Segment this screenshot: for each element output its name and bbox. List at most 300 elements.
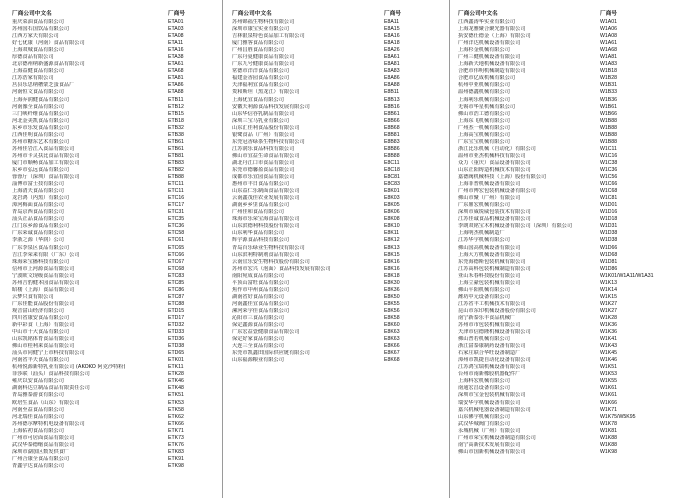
list-item <box>12 132 212 139</box>
vendor-code: ETC85 <box>168 279 185 286</box>
vendor-code: W1A81 <box>600 54 618 61</box>
vendor-code: W1B18 <box>600 68 618 75</box>
list-item <box>458 336 668 343</box>
company-name: 好七优康（河南）食品有限公司 <box>12 40 85 47</box>
company-name: 河北金美凯食品有限公司 <box>12 117 70 124</box>
vendor-code: E8B16 <box>384 103 400 110</box>
list-item <box>12 414 212 421</box>
vendor-code: ETA01 <box>168 19 184 25</box>
list-item <box>458 449 668 456</box>
list-item <box>232 294 442 301</box>
list-item <box>12 245 212 252</box>
vendor-code: ETK62 <box>168 413 184 420</box>
company-name: 江西佳明食品有限公司 <box>12 131 64 138</box>
company-name: 福建金香园食品有限公司 <box>232 75 290 82</box>
vendor-code: ETA68 <box>168 68 184 75</box>
company-name: 苏州锦福生物科技有限公司 <box>232 19 295 25</box>
list-item <box>458 343 668 350</box>
list-item <box>12 181 212 188</box>
list-item <box>458 153 668 160</box>
list-item <box>458 400 668 407</box>
vendor-code: W1K81 <box>600 427 618 434</box>
vendor-code: E8K66 <box>384 343 400 350</box>
list-item <box>458 378 668 385</box>
list-item <box>12 118 212 125</box>
column-divider <box>222 0 223 498</box>
company-name: 昆山市东印机械设备股份有限公司 <box>458 307 536 314</box>
list-item <box>12 139 212 146</box>
list-item <box>232 104 442 111</box>
company-list <box>458 19 668 456</box>
vendor-code: ETB18 <box>168 117 184 124</box>
vendor-code: E8C83 <box>384 181 400 188</box>
company-name: 苏州德尔摩特机电设备有限公司 <box>12 420 85 427</box>
vendor-code: E8B66 <box>384 117 400 124</box>
list-item <box>232 111 442 118</box>
company-name: 湖北丹江口市食品有限公司 <box>232 159 295 166</box>
list-item <box>458 167 668 174</box>
vendor-code: E8B61 <box>384 110 400 117</box>
list-item <box>232 132 442 139</box>
company-name: 广东宏益壹健康食品有限公司 <box>232 329 300 336</box>
vendor-code: W1K61 <box>600 385 618 392</box>
vendor-code: E8B83 <box>384 138 400 145</box>
company-name: 东莞市凯鑫田国际供应链有限公司 <box>232 350 310 357</box>
company-name: 上海益健食品有限公司 <box>12 68 64 75</box>
list-item <box>12 104 212 111</box>
column-divider <box>449 0 450 498</box>
company-name: 宁波欧文现级食品有限公司 <box>12 272 75 279</box>
vendor-code: E8A16 <box>384 33 400 40</box>
column-header <box>12 10 212 19</box>
list-item <box>458 82 668 89</box>
list-item <box>232 139 442 146</box>
list-item <box>12 421 212 428</box>
vendor-code: ETA16 <box>168 47 184 54</box>
list-item <box>458 371 668 378</box>
list-item <box>12 456 212 463</box>
vendor-code: ETK73 <box>168 434 184 441</box>
company-name: 成都市乐宜园食品有限公司 <box>232 174 295 181</box>
vendor-code: W1A61 <box>600 40 618 47</box>
vendor-code: E8A86 <box>384 75 400 82</box>
company-name: 上海高宝机械有限公司 <box>458 131 510 138</box>
company-name: 江苏佳诚食品机械设备有限公司 <box>458 216 531 223</box>
list-item <box>232 19 442 26</box>
vendor-code: ETC31 <box>168 209 185 216</box>
vendor-code: W1B88 <box>600 124 618 131</box>
company-name: 佛山市浩工德有限公司 <box>458 110 510 117</box>
company-name: 苏州市卡灵扶比食品有限公司 <box>12 152 80 159</box>
vendor-code: E8K08 <box>384 216 400 223</box>
company-name: 沁阳市三食品有限公司 <box>232 314 284 321</box>
company-name: 江苏浩家有限公司 <box>12 75 54 82</box>
company-name: 深圳市威锐威包装技术有限公司 <box>458 209 531 216</box>
company-name: 合肥市伟明机械制造有限公司 <box>458 68 526 75</box>
list-item <box>12 195 212 202</box>
vendor-code: E8K12 <box>384 237 400 244</box>
company-name: 河南恒文食品有限公司 <box>12 89 64 96</box>
company-name: 湖南省好食品有限公司 <box>232 293 284 300</box>
list-item <box>12 209 212 216</box>
vendor-code: ETD38 <box>168 343 185 350</box>
list-item <box>12 350 212 357</box>
company-name: 常德市洋洋食品有限公司 <box>232 68 290 75</box>
list-item <box>458 216 668 223</box>
company-name: 广州洋达机械设备有限公司 <box>458 40 521 47</box>
vendor-code: ETB32 <box>168 124 184 131</box>
vendor-code: E8B11 <box>384 89 400 96</box>
list-item <box>12 68 212 75</box>
list-item <box>12 280 212 287</box>
vendor-code: E8B86 <box>384 145 400 152</box>
company-name: 执安德仕德金（上海）有限公司 <box>458 33 531 40</box>
list-item <box>232 223 442 230</box>
vendor-code: W1C68 <box>600 188 618 195</box>
company-name: 莒县乐思纳槽蒙芝蛋食品厂 <box>12 82 75 89</box>
vendor-code: ETA03 <box>168 26 184 33</box>
list-item <box>232 188 442 195</box>
vendor-code: ETB11 <box>168 96 184 103</box>
vendor-code: ETD15 <box>168 307 185 314</box>
list-item <box>232 125 442 132</box>
list-item <box>458 280 668 287</box>
vendor-code: W1B31 <box>600 82 618 89</box>
list-item <box>12 167 212 174</box>
company-name: 上海大方机械设备有限公司 <box>458 251 521 258</box>
list-item <box>12 385 212 392</box>
list-item <box>458 68 668 75</box>
list-item <box>458 111 668 118</box>
company-name: 湖南乡乡里食品有限公司 <box>232 202 290 209</box>
company-name: 温州市亚杰机械科技有限公司 <box>458 152 526 159</box>
list-item <box>458 118 668 125</box>
list-item <box>12 230 212 237</box>
list-item <box>458 308 668 315</box>
column-3 <box>458 10 668 490</box>
company-name: 南通宏昌设备有限公司 <box>458 385 510 392</box>
company-name: 天津市信德隆机械设备有限公司 <box>458 329 531 336</box>
company-name: 上海利乐机械有限公司 <box>458 96 510 103</box>
vendor-code: ETD32 <box>168 322 185 329</box>
company-list <box>232 19 442 364</box>
vendor-code: W1C38 <box>600 159 618 166</box>
list-item <box>458 97 668 104</box>
vendor-code: E8K06 <box>384 209 400 216</box>
vendor-code: ETK28 <box>168 371 184 378</box>
company-name: 众力（重庆）食品设备有限公司 <box>458 159 531 166</box>
company-name: 李浙之源（华润）公司 <box>12 237 64 244</box>
vendor-code: E8K16 <box>384 258 400 265</box>
vendor-code: E8C11 <box>384 159 400 166</box>
list-item <box>458 357 668 364</box>
list-item <box>12 259 212 266</box>
vendor-code: W1K66 <box>600 399 618 406</box>
company-name: 上海优宜食品有限公司 <box>232 96 284 103</box>
company-name: 潍坊中元设备有限公司 <box>458 293 510 300</box>
list-item <box>232 54 442 61</box>
company-name: 保定好家食品有限公司 <box>232 336 284 343</box>
vendor-code: ETC83 <box>168 272 185 279</box>
company-name: 青岛雅泰游食有限公司 <box>12 392 64 399</box>
list-item <box>12 364 212 371</box>
vendor-code: W1D31 <box>600 223 618 230</box>
vendor-code: ETK76 <box>168 441 184 448</box>
vendor-code: W1B88 <box>600 131 618 138</box>
company-name: 佛山平阳机械有限公司 <box>458 286 510 293</box>
company-name: 上海明杰机械制造厂 <box>458 230 505 237</box>
vendor-code: W1K46 <box>600 357 618 364</box>
list-item <box>12 343 212 350</box>
vendor-code: ETC17 <box>168 202 185 209</box>
list-item <box>458 421 668 428</box>
list-item <box>232 329 442 336</box>
list-item <box>12 315 212 322</box>
vendor-code: W1K41 <box>600 336 618 343</box>
list-item <box>458 174 668 181</box>
list-item <box>232 280 442 287</box>
company-name: 雍庆以安食品有限公司 <box>12 378 64 385</box>
company-name: 重庆菜油食品有限公司 <box>12 19 64 25</box>
vendor-code: W1D66 <box>600 244 618 251</box>
list-item <box>12 125 212 132</box>
company-name: 山东滨德利科技股份有限公司 <box>232 223 300 230</box>
list-item <box>232 322 442 329</box>
vendor-code: E8A81 <box>384 61 400 68</box>
vendor-code: ETC65 <box>168 244 185 251</box>
header-code-label: 厂商号 <box>168 11 186 17</box>
vendor-code: W1K78 <box>600 420 618 427</box>
list-item <box>458 104 668 111</box>
list-item <box>232 75 442 82</box>
company-name: 上海双城食品有限公司 <box>12 47 64 54</box>
vendor-code: W1K98 <box>600 448 618 455</box>
list-item <box>12 146 212 153</box>
list-item <box>12 75 212 82</box>
header-name-label: 厂商公司中文名 <box>232 11 272 17</box>
company-name: 山东益仁乐制面食品有限公司 <box>232 188 300 195</box>
vendor-code: E8B88 <box>384 152 400 159</box>
list-item <box>458 442 668 449</box>
company-name: 台州市南新橡胶机器配件厂 <box>458 371 521 378</box>
list-item <box>12 54 212 61</box>
vendor-code: ETC87 <box>168 293 185 300</box>
vendor-code: W1D01 <box>600 202 618 209</box>
company-name: 山东凯铭体育食品有限公司 <box>12 336 75 343</box>
vendor-code: E8K16 <box>384 265 400 272</box>
vendor-code: ETK11 <box>168 364 184 371</box>
list-item <box>232 89 442 96</box>
column-header <box>458 10 668 19</box>
company-name: 青岛京西食品有限公司 <box>12 209 64 216</box>
company-name: 北京德州纳新盛源食品有限公司 <box>12 61 85 68</box>
vendor-code: ETA88 <box>168 89 184 96</box>
vendor-code: W1D18 <box>600 216 618 223</box>
list-item <box>12 287 212 294</box>
company-name: 惠州市丰日食品有限公司 <box>232 181 290 188</box>
list-item <box>12 329 212 336</box>
list-item <box>232 230 442 237</box>
list-item <box>12 97 212 104</box>
list-item <box>232 160 442 167</box>
company-name: 湖南科达豆制品食品有限责任公司 <box>12 385 90 392</box>
vendor-code: E8A61 <box>384 54 400 61</box>
list-item <box>458 33 668 40</box>
list-item <box>12 266 212 273</box>
vendor-code: W1K53 <box>600 371 618 378</box>
company-name: 云梦只食有限公司 <box>12 293 54 300</box>
vendor-code: ETC66 <box>168 251 185 258</box>
company-name: 佛山市聚（广州）有限公司 <box>458 195 521 202</box>
company-name: 江苏润乐食品科技有限公司 <box>232 145 295 152</box>
company-name: 山东佛宇机械有限公司 <box>458 413 510 420</box>
company-name: 江门东乡源食品有限公司 <box>12 223 70 230</box>
list-item <box>458 428 668 435</box>
company-name: 广东宝宝机械有限公司 <box>458 138 510 145</box>
column-header <box>232 10 442 19</box>
company-name: 东莞市德馨盈食品有限公司 <box>232 166 295 173</box>
list-item <box>232 237 442 244</box>
vendor-code: ETB83 <box>168 159 184 166</box>
company-name: 深圳市湖加区数发供食厂 <box>12 448 70 455</box>
vendor-code: E8K63 <box>384 336 400 343</box>
company-name: 广东鼎宏机械有限公司 <box>458 202 510 209</box>
vendor-code: W1C66 <box>600 181 618 188</box>
vendor-code: E8A88 <box>384 82 400 89</box>
vendor-code: W1C11 <box>600 145 617 152</box>
list-item <box>458 259 668 266</box>
company-name: 上海清天食品有限公司 <box>12 188 64 195</box>
company-name: 苏州市宏兴（泡面）食品科技发展有限公司 <box>232 265 331 272</box>
list-item <box>232 308 442 315</box>
company-name: 江西鑫涛华实业有限公司 <box>458 19 516 25</box>
company-name: 辉宇源食品科技有限公司 <box>232 237 290 244</box>
company-name: 河南鑫佳宜食品有限公司 <box>232 300 290 307</box>
vendor-code: W1B61 <box>600 103 618 110</box>
company-name: 广州佳和食品有限公司 <box>232 209 284 216</box>
company-name: 上海佑初食品有限公司 <box>12 427 64 434</box>
vendor-code: ETB82 <box>168 166 184 173</box>
company-name: 江西方家天有限公司 <box>12 33 59 40</box>
vendor-code: E8A26 <box>384 47 400 54</box>
list-item <box>458 245 668 252</box>
company-name: 深圳三宝马乳业有限公司 <box>232 117 290 124</box>
list-item <box>458 188 668 195</box>
vendor-code: E8K10 <box>384 223 400 230</box>
list-item <box>12 273 212 280</box>
vendor-code: ETC61 <box>168 237 185 244</box>
list-item <box>232 245 442 252</box>
vendor-code: E8B68 <box>384 124 400 131</box>
list-item <box>12 237 212 244</box>
company-name: 江苏鸿宝瑞机械设备有限公司 <box>458 364 526 371</box>
vendor-code: W1K88 <box>600 441 618 448</box>
list-item <box>12 19 212 26</box>
company-name: 浙江富泰康制药设备有限公司 <box>458 343 526 350</box>
list-item <box>12 188 212 195</box>
vendor-code: E8K03 <box>384 195 400 202</box>
list-item <box>12 61 212 68</box>
vendor-code: W1A06 <box>600 26 618 33</box>
company-name: 河南省半天食品有限公司 <box>12 357 70 364</box>
list-item <box>232 153 442 160</box>
vendor-code: W1D16 <box>600 209 618 216</box>
vendor-code: ETB88 <box>168 174 184 181</box>
list-item <box>12 357 212 364</box>
company-name: 蓉蓉厅（深圳）食品有限公司 <box>12 174 80 181</box>
company-name: 苏州佳岩江入食品有限公司 <box>12 145 75 152</box>
company-name: 菲莎联（汕头）食品科技有限公司 <box>12 371 90 378</box>
vendor-code: ETK51 <box>168 392 184 399</box>
vendor-code: W1C81 <box>600 195 618 202</box>
vendor-code: ETA61 <box>168 61 184 68</box>
vendor-code: E8K15 <box>384 251 400 258</box>
company-name: 淄博市富士技有限公司 <box>12 181 64 188</box>
list-item <box>232 174 442 181</box>
vendor-code: W1K71 <box>600 406 618 413</box>
vendor-code: E8K68 <box>384 357 400 364</box>
list-item <box>12 442 212 449</box>
vendor-code: ETB81 <box>168 152 184 159</box>
vendor-code: ETC11 <box>168 188 184 195</box>
list-item <box>458 40 668 47</box>
company-name: 山东正阳铸造机械技术有限公司 <box>458 166 531 173</box>
list-item <box>232 336 442 343</box>
list-item <box>232 146 442 153</box>
company-name: 上海新天地机械设备有限公司 <box>458 61 526 68</box>
company-name: 广东佳能食品股份有限公司 <box>12 300 75 307</box>
company-name: 杭州悦源新特乳业有限公司 (AKOKO 阿克沙特粉) <box>12 364 126 371</box>
list-item <box>458 75 668 82</box>
company-name: 云南鑫茂佳农业发展有限公司 <box>232 195 300 202</box>
company-name: 东乡市弘远食品有限公司 <box>12 166 70 173</box>
company-name: 嘉兴机械电器设备制造有限公司 <box>458 406 531 413</box>
header-code-label: 厂商号 <box>600 11 618 17</box>
vendor-code: ETD36 <box>168 336 185 343</box>
list-item <box>12 301 212 308</box>
list-item <box>232 266 442 273</box>
list-item <box>458 252 668 259</box>
list-item <box>232 259 442 266</box>
company-name: 瑞安华宇机械设备有限公司 <box>458 399 521 406</box>
list-item <box>12 371 212 378</box>
list-item <box>458 315 668 322</box>
list-item <box>458 237 668 244</box>
company-name: 武汉华城阀门有限公司 <box>458 420 510 427</box>
company-name: 广州合康全食品有限公司 <box>12 455 70 462</box>
company-name: 石家庄联合华旺设备制造厂 <box>458 350 521 357</box>
list-item <box>232 68 442 75</box>
company-name: 南阳宛成食品有限公司 <box>232 272 284 279</box>
list-item <box>12 26 212 33</box>
company-name: 厦门雅客食品有限公司 <box>232 40 284 47</box>
list-item <box>458 287 668 294</box>
vendor-code: ETK46 <box>168 378 184 385</box>
list-item <box>232 301 442 308</box>
list-item <box>458 181 668 188</box>
list-item <box>232 82 442 89</box>
company-name: 三门峡纤维食品有限公司 <box>12 110 70 117</box>
vendor-code: W1K75/W5K95 <box>600 413 636 420</box>
vendor-code: W1C16 <box>600 152 618 159</box>
company-name: 上海东飞机械有限公司 <box>458 117 510 124</box>
company-name: 广东九号健康食品有限公司 <box>232 61 295 68</box>
list-item <box>12 202 212 209</box>
list-item <box>232 118 442 125</box>
company-name: 武汉华泰德缩食品有限公司 <box>12 441 75 448</box>
company-name: 中山市十大食品有限公司 <box>12 329 70 336</box>
vendor-code: W1A08 <box>600 33 618 40</box>
